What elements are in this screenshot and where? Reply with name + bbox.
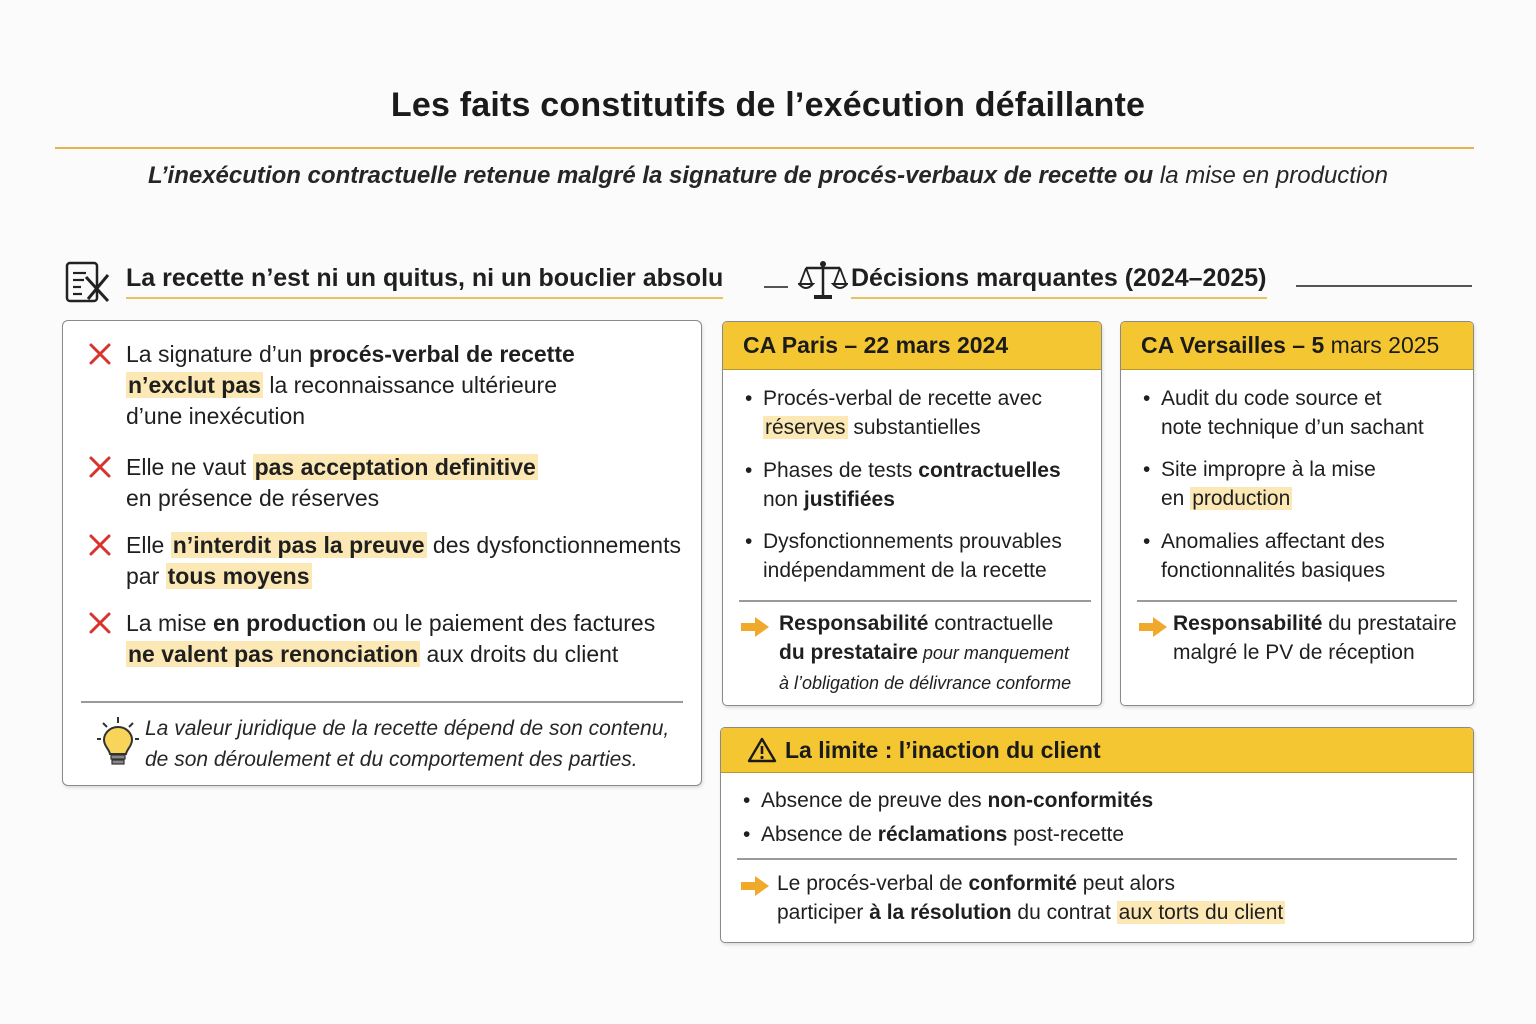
list-item: • Phases de tests contractuelles non justifiées (745, 459, 1061, 511)
cross-icon (87, 454, 113, 480)
lightbulb-icon (97, 717, 139, 769)
cross-icon (87, 610, 113, 636)
list-item: • Absence de réclamations post-recette (743, 823, 1125, 846)
list-item: • Site impropre à la mise en production (1143, 458, 1376, 510)
page-subtitle (0, 162, 1536, 190)
left-section-heading: La recette n’est ni un quitus, ni un bouclier absolu (126, 264, 723, 293)
arrow-right-icon (741, 617, 769, 637)
subtitle-end: la mise en production (1159, 162, 1388, 189)
limit-card (720, 727, 1474, 943)
conclusion: Le procés-verbal de conformité peut alors participer à la résolution du contrat aux torts du client (777, 872, 1284, 924)
note: La valeur juridique de la recette dépend de son contenu, de son déroulement et du comportement des parties. (145, 717, 670, 771)
warning-icon (747, 737, 777, 763)
list-item: Elle n’interdit pas la preuve des dysfonctionnements par tous moyens (87, 530, 697, 594)
document-cross-icon (64, 259, 112, 305)
right-section-heading: Décisions marquantes (2024–2025) (851, 264, 1267, 293)
cross-icon (87, 532, 113, 558)
list-item: La signature d’un procés-verbal de recette n’exclut pas la reconnaissance ultérieure d’une inexécution (87, 339, 697, 435)
conclusion: Responsabilité contractuelle du prestataire pour manquement à l’obligation de délivrance conforme (779, 612, 1072, 693)
arrow-right-icon (1139, 617, 1167, 637)
scales-icon (798, 259, 848, 301)
divider (739, 600, 1091, 602)
list-item: • Procés-verbal de recette avec réserves substantielles (745, 387, 1042, 439)
heading-rule (1296, 285, 1472, 287)
divider (1137, 600, 1457, 602)
cross-icon (87, 341, 113, 367)
conclusion: Responsabilité du prestataire malgré le PV de réception (1173, 612, 1457, 664)
divider (81, 701, 683, 703)
subtitle-main: L’inexécution contractuelle retenue malgré la signature de procés-verbaux de recette ou (147, 162, 1154, 189)
arrow-right-icon (741, 876, 769, 896)
list-item: La mise en production ou le paiement des factures ne valent pas renonciation aux droits du client (87, 608, 697, 672)
title-divider (55, 147, 1474, 149)
list-item: • Dysfonctionnements prouvables indépendamment de la recette (745, 530, 1062, 582)
list-item: • Absence de preuve des non-conformités (743, 789, 1154, 812)
page-title: Les faits constitutifs de l’exécution défaillante (390, 86, 1146, 124)
heading-dash (764, 286, 788, 288)
card-title: CA Paris – 22 mars 2024 (723, 322, 1101, 370)
list-item: • Audit du code source et note technique d’un sachant (1143, 387, 1424, 439)
list-item: Elle ne vaut pas acceptation definitive en présence de réserves (87, 452, 697, 516)
decision-card-versailles (1120, 321, 1474, 706)
divider (737, 858, 1457, 860)
card-title: La limite : l’inaction du client (721, 728, 1473, 773)
left-card (62, 320, 702, 786)
decision-card-paris (722, 321, 1102, 706)
card-title: CA Versailles – 5 mars 2025 (1121, 322, 1473, 370)
list-item: • Anomalies affectant des fonctionnalités basiques (1143, 530, 1386, 582)
